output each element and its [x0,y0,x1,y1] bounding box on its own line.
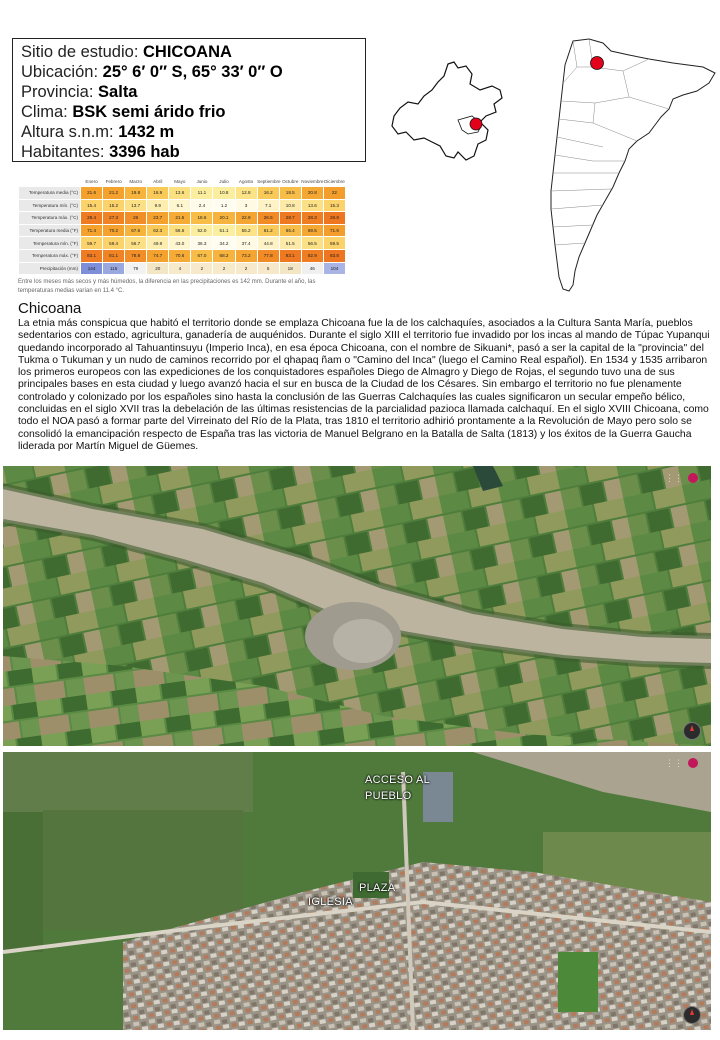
salta-province-map [388,60,518,164]
climate-cell: 22.9 [235,212,257,225]
climate-cell: 51.5 [279,237,301,250]
info-label: Habitantes: [21,143,105,161]
row-label: Temperatura máx. (°F) [19,249,81,262]
climate-cell: 104 [323,262,345,275]
climate-cell: 81.1 [103,249,125,262]
climate-cell: 9.9 [147,199,169,212]
climate-cell: 43.0 [169,237,191,250]
climate-cell: 71.4 [81,224,103,237]
climate-cell: 2 [213,262,235,275]
month-header: Agosto [238,179,254,184]
climate-cell: 5 [257,262,279,275]
climate-cell: 21.5 [169,212,191,225]
label-acceso-al-pueblo: ACCESO AL PUEBLO [365,774,431,802]
info-label: Sitio de estudio: [21,43,139,61]
chicoana-marker [470,118,482,130]
climate-cell: 28.8 [323,212,345,225]
climate-cell: 27.3 [103,212,125,225]
climate-cell: 34.2 [213,237,235,250]
label-iglesia: IGLESIA [308,896,353,908]
climate-cell: 62.3 [147,224,169,237]
row-label: Temperatura mín. (°C) [19,199,81,212]
climate-cell: 79 [125,262,147,275]
climate-cell: 1.2 [213,199,235,212]
month-header: Octubre [282,179,299,184]
climate-cell: 2 [235,262,257,275]
climate-cell: 18 [279,262,301,275]
row-label: Precipitación (mm) [19,262,81,275]
climate-cell: 11.1 [191,187,213,200]
label-plaza: PLAZA [359,882,396,894]
climate-cell: 6.1 [169,199,191,212]
climate-cell: 56.6 [169,224,191,237]
month-header: Julio [219,179,229,184]
month-header: Mayo [174,179,186,184]
row-label: Temperatura media (°C) [19,187,81,200]
satellite-image-region: ⋮⋮ [3,466,711,746]
climate-cell: 28.3 [301,212,323,225]
climate-cell: 49.9 [147,237,169,250]
climate-cell: 3 [235,199,257,212]
climate-cell: 51.1 [213,224,235,237]
climate-cell: 13.7 [125,199,147,212]
satellite-image-town: ACCESO AL PUEBLO PLAZA IGLESIA ⋮⋮ [3,752,711,1030]
climate-row [19,237,346,250]
climate-row [19,199,346,212]
climate-cell: 77.8 [257,249,279,262]
climate-cell: 16.2 [257,187,279,200]
climate-cell: 36.3 [191,237,213,250]
climate-cell: 15.3 [323,199,345,212]
climate-cell: 10.8 [279,199,301,212]
climate-cell: 65.4 [279,224,301,237]
climate-note: Entre los meses más secos y más húmedos, la diferencia en las precipitaciones es 142 mm. Durante el año, las temperaturas medias varían en 11.4 °C. [18,279,316,295]
climate-row [19,187,346,200]
climate-cell: 18.6 [191,212,213,225]
climate-cell: 82.9 [301,249,323,262]
climate-table-section [18,177,346,296]
climate-cell: 12.8 [235,187,257,200]
article-title: Chicoana [18,300,82,317]
climate-cell: 19.8 [125,187,147,200]
climate-cell: 10.8 [213,187,235,200]
climate-cell: 15.4 [81,199,103,212]
info-value: BSK semi árido frio [72,103,226,121]
climate-cell: 144 [81,262,103,275]
climate-table [18,177,346,275]
climate-cell: 21.2 [103,187,125,200]
climate-cell: 67.0 [191,249,213,262]
month-header: Noviembre [301,179,324,184]
row-label: Temperatura mín. (°F) [19,237,81,250]
row-label: Temperatura media (°F) [19,224,81,237]
month-header: Marzo [129,179,143,184]
climate-cell: 73.2 [235,249,257,262]
climate-cell: 61.2 [257,224,279,237]
info-row [21,42,357,62]
info-label: Altura s.n.m: [21,123,114,141]
climate-cell: 59.4 [103,237,125,250]
climate-cell: 70.6 [169,249,191,262]
info-row [21,142,357,162]
climate-cell: 13.6 [301,199,323,212]
climate-row [19,224,346,237]
climate-cell: 52.0 [191,224,213,237]
climate-cell: 69.5 [301,224,323,237]
climate-cell: 2 [191,262,213,275]
climate-cell: 115 [103,262,125,275]
argentina-map [533,37,717,293]
climate-cell: 22 [323,187,345,200]
climate-cell: 13.6 [169,187,191,200]
climate-cell: 55.2 [235,224,257,237]
climate-cell: 78.8 [125,249,147,262]
climate-cell: 2.4 [191,199,213,212]
climate-row [19,262,346,275]
info-label: Ubicación: [21,63,99,81]
climate-cell: 20 [147,262,169,275]
info-label: Provincia: [21,83,94,101]
climate-cell: 20.1 [213,212,235,225]
climate-cell: 16.9 [147,187,169,200]
info-value: 1432 m [118,123,175,141]
climate-cell: 7.1 [257,199,279,212]
month-header: Septiembre [257,179,281,184]
info-value: Salta [98,83,138,101]
climate-cell: 83.8 [323,249,345,262]
climate-cell: 20.8 [301,187,323,200]
climate-row [19,249,346,262]
info-row [21,62,357,82]
climate-cell: 59.5 [323,237,345,250]
climate-cell: 59.7 [81,237,103,250]
climate-cell: 26.5 [257,212,279,225]
climate-cell: 18.5 [279,187,301,200]
row-label: Temperatura máx. (°C) [19,212,81,225]
info-row [21,122,357,142]
info-value: 25° 6′ 0″ S, 65° 33′ 0″ O [102,63,283,81]
climate-cell: 67.6 [125,224,147,237]
month-header: Febrero [105,179,122,184]
climate-cell: 83.1 [81,249,103,262]
climate-cell: 26 [125,212,147,225]
climate-cell: 46 [301,262,323,275]
climate-cell: 68.2 [213,249,235,262]
climate-cell: 56.5 [301,237,323,250]
salta-marker [591,57,604,70]
climate-cell: 23.7 [147,212,169,225]
climate-cell: 28.7 [279,212,301,225]
climate-cell: 28.4 [81,212,103,225]
climate-cell: 44.8 [257,237,279,250]
article-body: La etnia más conspicua que habitó el territorio donde se emplaza Chicoana fue la de los calchaquíes, asociados a la Cultura Santa María, pueblos sedentarios con estado, agricultura, ganadería de auquénidos. Durante el siglo XIII el territorio fue invadido por los incas al mando de Túpac Yupanqui quedando incorporado al Tahuantinsuyu (Imperio Inca), en esa época Chicoana, con el nombre de Sikuani*, pasó a ser la capital de la "provincia" del Tukma o Tukuman y un nudo de caminos recorrido por el qhapaq ñam o "Camino del Inca" (luego el Camino Real español). En 1534 y 1535 arribaron los primeros europeos con las expediciones de los conquistadores españoles Diego de Almagro y Diego de Rojas, el segundo tuvo una de sus principales bases en esta ciudad y luego avanzó hacia el sur en busca de la Ciudad de los Césares. Sin embargo el territorio no fue plenamente controlado y colonizado por los españoles sino hasta la conclusión de las Guerras Calchaquíes las cuales significaron un secular empeño bélico, concluidas en el siglo XVII tras la debelación de las últimas resistencias de la parcialidad pazioca llamada calchaquí. En el siglo XVIII Chicoana, como todo el NOA pasó a formar parte del Virreinato del Río de la Plata, tras 1810 el territorio adhirió prontamente a la Revolución de Mayo pero solo se consolidó la emancipación respecto de España tras las victoria de Manuel Belgrano en la Batalla de Salta (1813) y los éxitos de la Guerra Gaucha liderada por Martín Miguel de Güemes. [18,318,710,452]
climate-cell: 21.6 [81,187,103,200]
month-header: Junio [196,179,208,184]
month-header: Enero [85,179,98,184]
climate-row [19,212,346,225]
climate-cell: 71.6 [323,224,345,237]
climate-cell: 74.7 [147,249,169,262]
climate-cell: 37.4 [235,237,257,250]
climate-cell: 70.2 [103,224,125,237]
info-value: 3396 hab [109,143,180,161]
month-header: Diciembre [324,179,345,184]
month-header: Abril [153,179,163,184]
info-value: CHICOANA [143,43,232,61]
info-row [21,82,357,102]
climate-cell: 15.2 [103,199,125,212]
climate-cell: 4 [169,262,191,275]
site-info-box [12,38,366,162]
info-label: Clima: [21,103,68,121]
climate-cell: 83.1 [279,249,301,262]
climate-cell: 56.7 [125,237,147,250]
info-row [21,102,357,122]
